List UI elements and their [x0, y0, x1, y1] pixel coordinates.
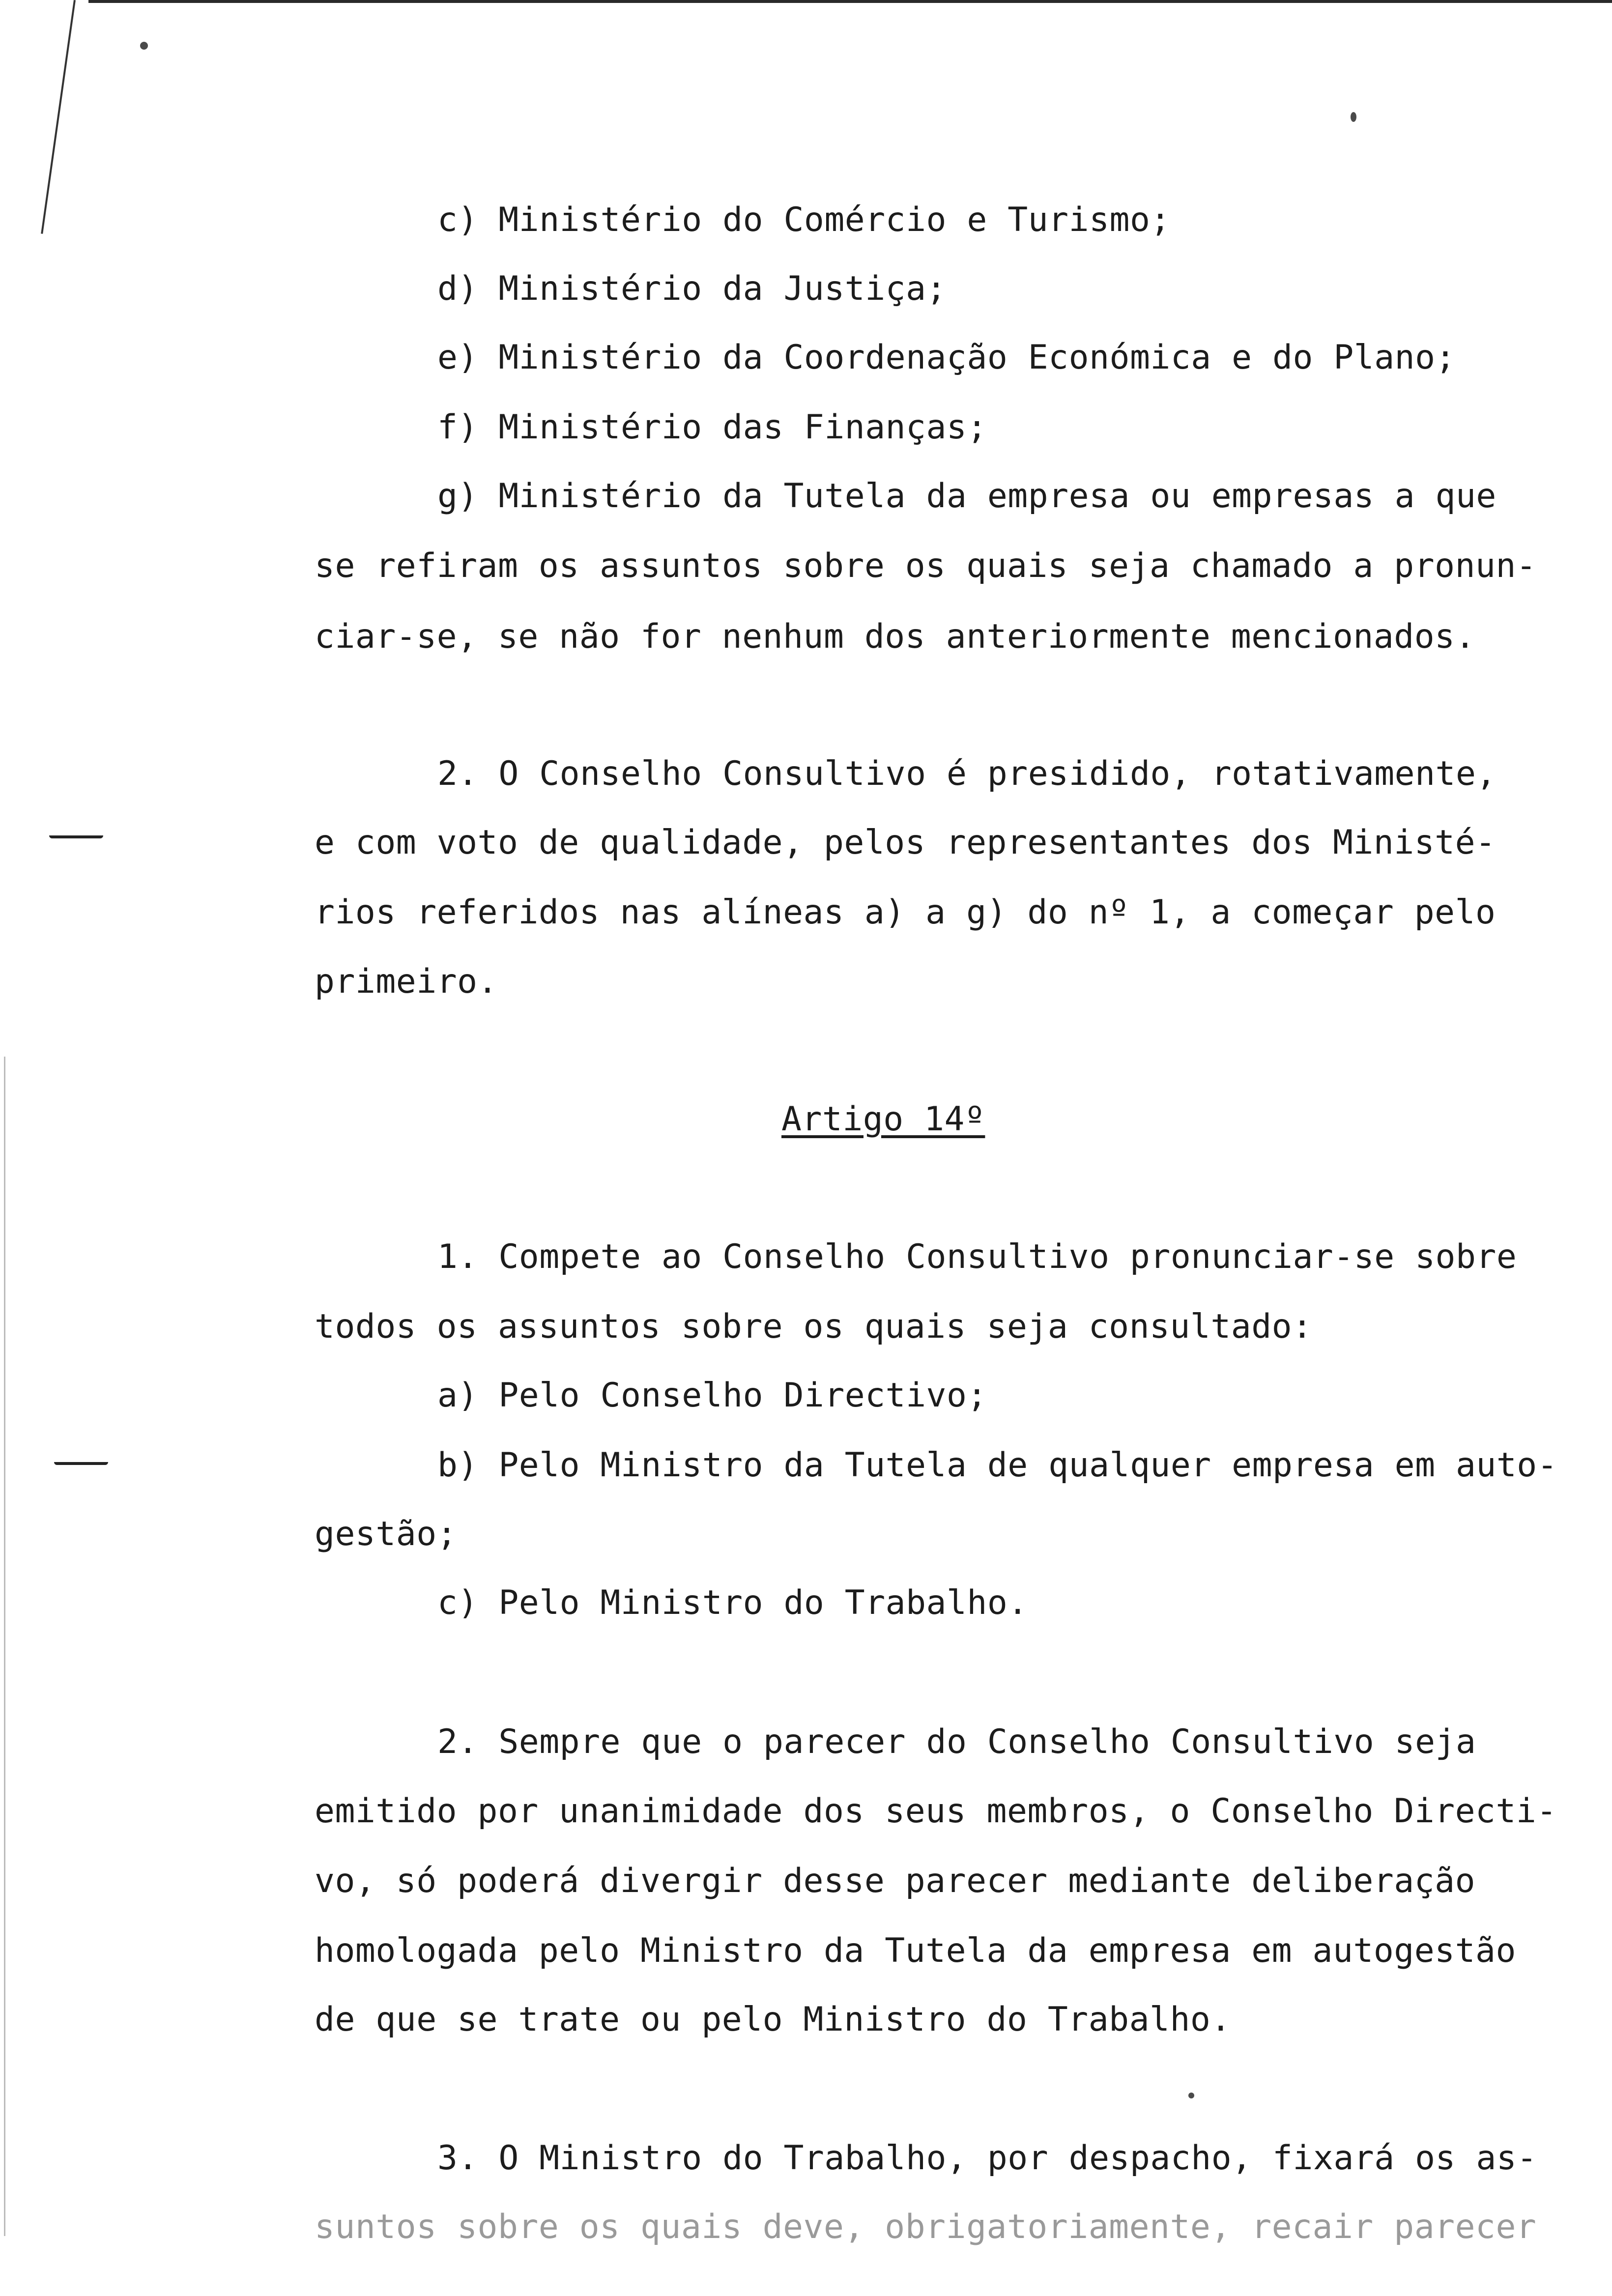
text-line: gestão;	[315, 1515, 458, 1553]
text-line: e) Ministério da Coordenação Económica e do Plano;	[437, 338, 1456, 377]
margin-scan-mark	[41, 0, 76, 234]
scan-speck	[140, 42, 148, 50]
text-line: homologada pelo Ministro da Tutela da empresa em autogestão	[315, 1931, 1516, 1970]
text-line: d) Ministério da Justiça;	[437, 269, 947, 308]
text-line: e com voto de qualidade, pelos representantes dos Ministé-	[315, 823, 1496, 862]
text-line: 3. O Ministro do Trabalho, por despacho, fixará os as-	[437, 2139, 1537, 2178]
margin-scan-mark	[49, 835, 103, 838]
margin-scan-mark	[4, 1057, 5, 2236]
text-line: 2. O Conselho Consultivo é presidido, rotativamente,	[437, 754, 1497, 793]
article-heading: Artigo 14º	[781, 1100, 985, 1139]
text-line: c) Ministério do Comércio e Turismo;	[437, 201, 1171, 239]
text-line: b) Pelo Ministro da Tutela de qualquer empresa em auto-	[437, 1446, 1558, 1485]
text-line: vo, só poderá divergir desse parecer mediante deliberação	[315, 1862, 1476, 1900]
text-line: 2. Sempre que o parecer do Conselho Consultivo seja	[437, 1722, 1476, 1761]
text-line: primeiro.	[315, 962, 498, 1001]
text-line: emitido por unanimidade dos seus membros, o Conselho Directi-	[315, 1792, 1557, 1831]
text-line: rios referidos nas alíneas a) a g) do nº 1, a começar pelo	[315, 893, 1496, 932]
text-line: de que se trate ou pelo Ministro do Trabalho.	[315, 2000, 1231, 2039]
text-line: f) Ministério das Finanças;	[437, 408, 987, 447]
text-line: se refiram os assuntos sobre os quais seja chamado a pronun-	[315, 546, 1537, 585]
text-line: 1. Compete ao Conselho Consultivo pronunciar-se sobre	[437, 1237, 1517, 1276]
text-line: suntos sobre os quais deve, obrigatoriamente, recair parecer	[315, 2208, 1537, 2246]
margin-scan-mark	[54, 1462, 108, 1465]
text-line: a) Pelo Conselho Directivo;	[437, 1376, 987, 1415]
text-line: ciar-se, se não for nenhum dos anteriormente mencionados.	[315, 617, 1476, 656]
scan-speck	[1188, 2093, 1194, 2098]
text-line: todos os assuntos sobre os quais seja consultado:	[315, 1307, 1313, 1346]
top-edge-rule	[88, 0, 1612, 3]
scan-speck	[1351, 112, 1356, 122]
text-line: c) Pelo Ministro do Trabalho.	[437, 1583, 1028, 1622]
text-line: g) Ministério da Tutela da empresa ou empresas a que	[437, 477, 1497, 516]
